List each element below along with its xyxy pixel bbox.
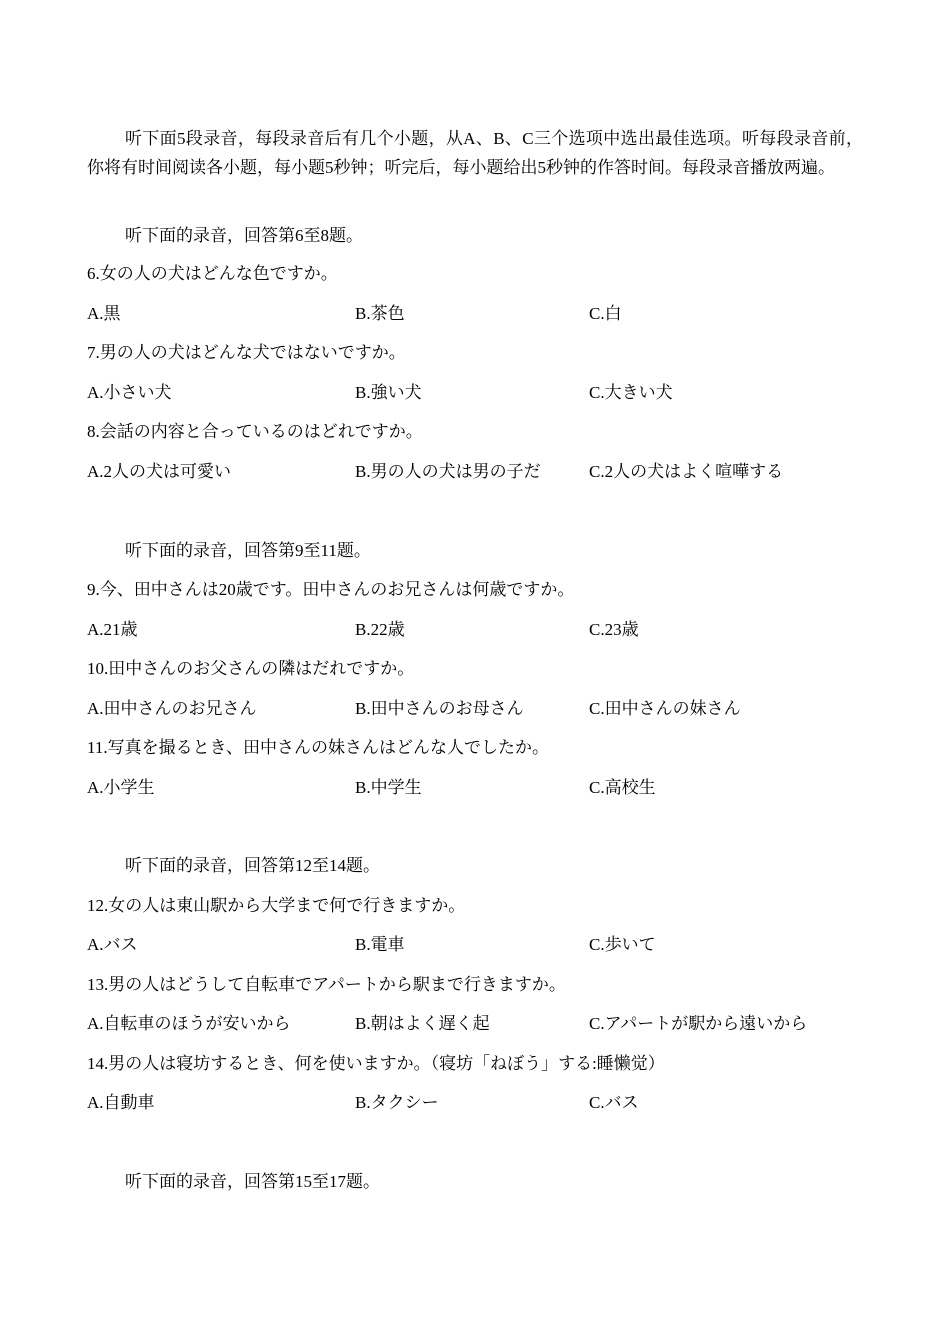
option-a: A.小さい犬 [87,383,172,402]
section-heading: 听下面的录音，回答第15至17题。 [125,1172,380,1191]
option-c: C.田中さんの妹さん [589,699,741,718]
question-7: 7.男の人の犬はどんな犬ではないですか。 [87,343,406,362]
question-13: 13.男の人はどうして自転車でアパートから駅まで行きますか。 [87,975,566,994]
option-c: C.大きい犬 [589,383,673,402]
option-c: C.バス [589,1093,639,1112]
option-a: A.田中さんのお兄さん [87,699,257,718]
option-a: A.21歳 [87,620,138,639]
question-8: 8.会話の内容と合っているのはどれですか。 [87,422,423,441]
option-c: C.23歳 [589,620,639,639]
question-6: 6.女の人の犬はどんな色ですか。 [87,264,338,283]
option-c: C.2人の犬はよく喧嘩する [589,462,784,481]
option-b: B.朝はよく遅く起 [355,1014,490,1033]
option-a: A.黒 [87,304,121,323]
option-a: A.自転車のほうが安いから [87,1014,291,1033]
option-c: C.歩いて [589,935,656,954]
option-a: A.小学生 [87,778,155,797]
option-b: B.男の人の犬は男の子だ [355,462,541,481]
section-heading: 听下面的录音，回答第6至8题。 [125,226,363,245]
option-b: B.田中さんのお母さん [355,699,524,718]
option-b: B.茶色 [355,304,405,323]
option-c: C.高校生 [589,778,656,797]
question-10: 10.田中さんのお父さんの隣はだれですか。 [87,659,415,678]
question-14: 14.男の人は寝坊するとき、何を使いますか。（寝坊「ねぼう」する:睡懒觉） [87,1054,665,1073]
option-b: B.タクシー [355,1093,439,1112]
option-b: B.22歳 [355,620,405,639]
option-a: A.自動車 [87,1093,155,1112]
option-b: B.電車 [355,935,405,954]
option-a: A.2人の犬は可愛い [87,462,232,481]
option-b: B.強い犬 [355,383,422,402]
section-heading: 听下面的录音，回答第9至11题。 [125,541,371,560]
question-12: 12.女の人は東山駅から大学まで何で行きますか。 [87,896,466,915]
question-11: 11.写真を撮るとき、田中さんの妹さんはどんな人でしたか。 [87,738,549,757]
section-heading: 听下面的录音，回答第12至14题。 [125,856,380,875]
option-c: C.アパートが駅から遠いから [589,1014,808,1033]
option-a: A.バス [87,935,138,954]
question-9: 9.今、田中さんは20歳です。田中さんのお兄さんは何歳ですか。 [87,580,575,599]
instructions-paragraph: 听下面5段录音，每段录音后有几个小题，从A、B、C三个选项中选出最佳选项。听每段录音前，你将有时间阅读各小题，每小题5秒钟；听完后，每小题给出5秒钟的作答时间。每段录音播放两遍。 [87,129,863,177]
option-c: C.白 [589,304,622,323]
option-b: B.中学生 [355,778,422,797]
